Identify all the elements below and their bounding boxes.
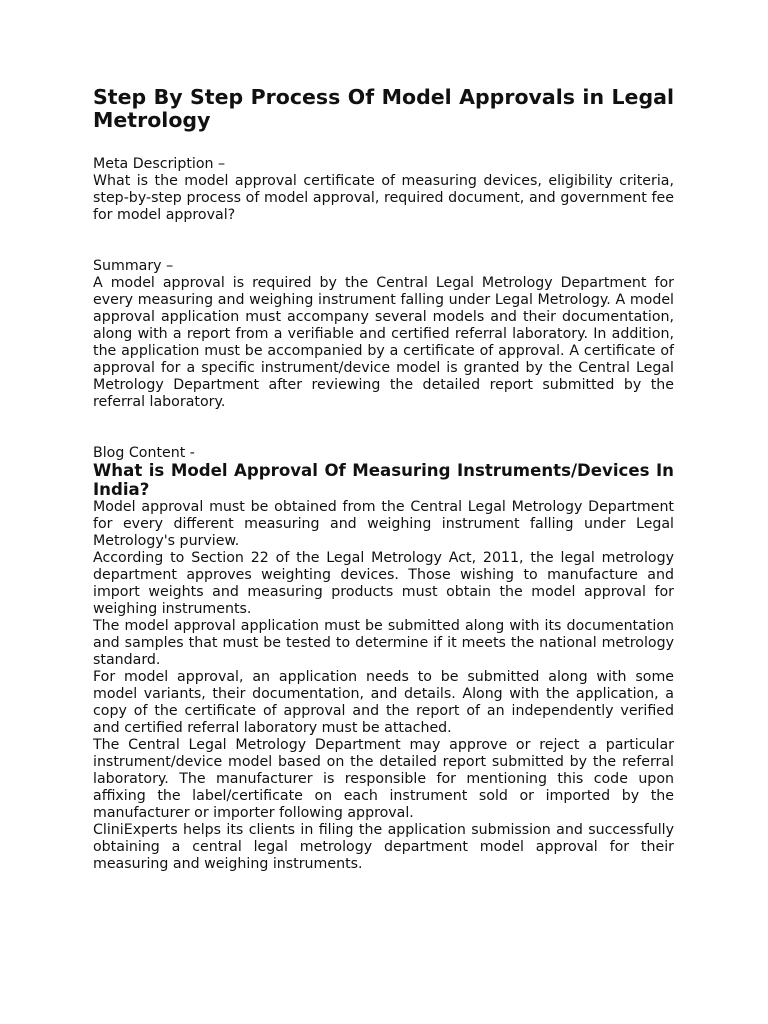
blog-content-label: Blog Content -: [93, 445, 195, 461]
blog-paragraph: Model approval must be obtained from the Central Legal Metrology Department for every different measuring and weighing instrument falling under Legal Metrology's purview.: [93, 499, 674, 549]
summary-text: A model approval is required by the Central Legal Metrology Department for every measuring and weighing instrument falling under Legal Metrology. A model approval application must accompany several models and their documentation, along with a report from a verifiable and certified referral laboratory. In addition, the application must be accompanied by a certificate of approval. A certificate of approval for a specific instrument/device model is granted by the Central Legal Metrology Department after reviewing the detailed report submitted by the referral laboratory.: [93, 275, 674, 410]
blog-paragraph: CliniExperts helps its clients in filing the application submission and successfully obtaining a central legal metrology department model approval for their measuring and weighing instruments.: [93, 822, 674, 872]
meta-description-label: Meta Description –: [93, 156, 226, 172]
blog-paragraph: According to Section 22 of the Legal Metrology Act, 2011, the legal metrology department approves weighting devices. Those wishing to manufacture and import weights and measuring products must obtain the model approval for weighing instruments.: [93, 550, 674, 617]
blog-paragraph: The model approval application must be submitted along with its documentation and samples that must be tested to determine if it meets the national metrology standard.: [93, 618, 674, 668]
meta-description-text: What is the model approval certificate of measuring devices, eligibility criteria, step-by-step process of model approval, required document, and government fee for model approval?: [93, 173, 674, 223]
document-title: Step By Step Process Of Model Approvals in Legal Metrology: [93, 85, 674, 132]
blog-heading: What is Model Approval Of Measuring Instruments/Devices In India?: [93, 461, 674, 499]
blog-paragraph: The Central Legal Metrology Department may approve or reject a particular instrument/device model based on the detailed report submitted by the referral laboratory. The manufacturer is responsible for mentioning this code upon affixing the label/certificate on each instrument sold or imported by the manufacturer or importer following approval.: [93, 737, 674, 821]
blog-paragraph: For model approval, an application needs to be submitted along with some model variants, their documentation, and details. Along with the application, a copy of the certificate of approval and the report of an independently verified and certified referral laboratory must be attached.: [93, 669, 674, 736]
summary-label: Summary –: [93, 258, 174, 274]
